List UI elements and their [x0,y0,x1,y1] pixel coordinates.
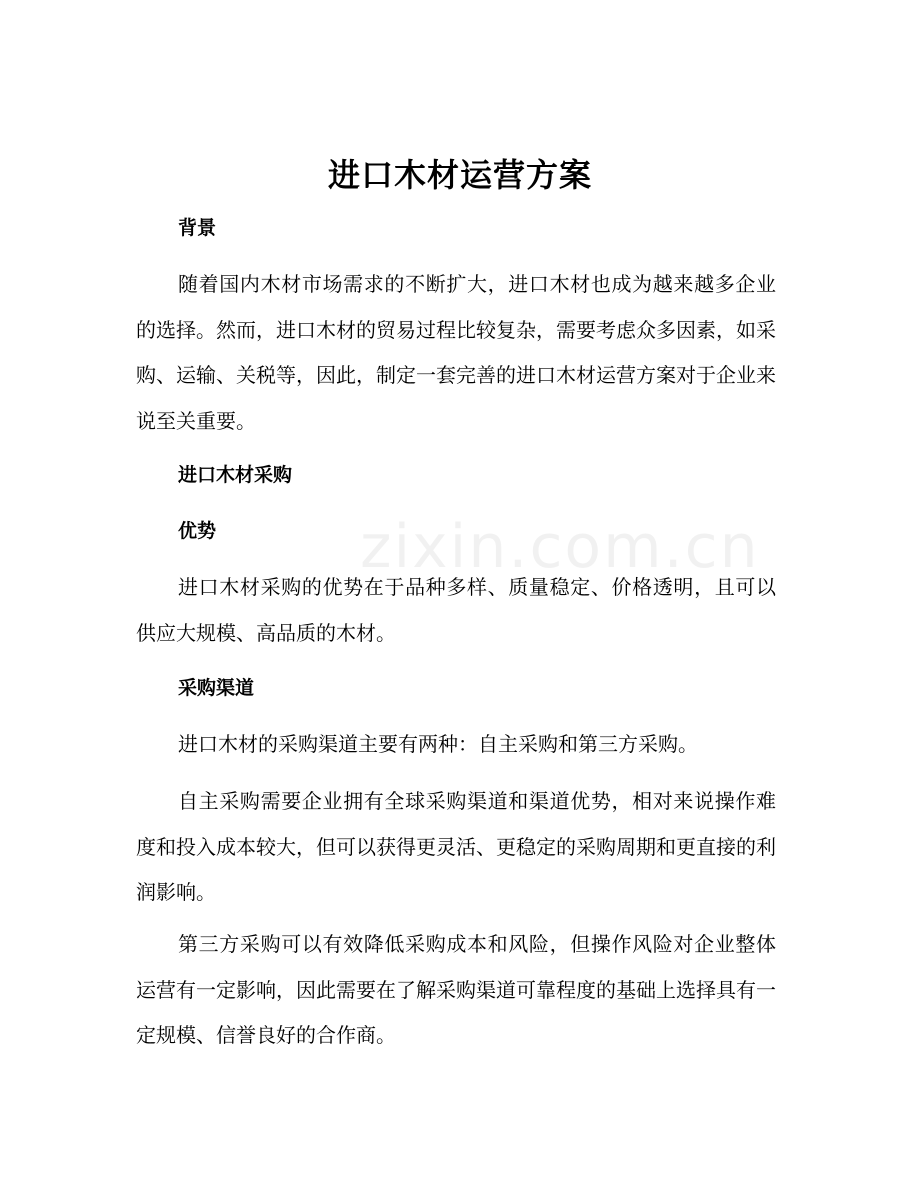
paragraph-advantage: 进口木材采购的优势在于品种多样、质量稳定、价格透明，且可以供应大规模、高品质的木材。 [136,575,776,645]
paragraph-channel-1: 进口木材的采购渠道主要有两种：自主采购和第三方采购。 [178,732,698,756]
paragraph-channel-3: 第三方采购可以有效降低采购成本和风险，但操作风险对企业整体运营有一定影响，因此需要在了解采购渠道可靠程度的基础上选择具有一定规模、信誉良好的合作商。 [136,932,776,1047]
section-heading-advantage: 优势 [178,520,217,542]
paragraph-channel-2: 自主采购需要企业拥有全球采购渠道和渠道优势，相对来说操作难度和投入成本较大，但可以获得更灵活、更稳定的采购周期和更直接的利润影响。 [136,789,776,904]
section-heading-channel: 采购渠道 [178,677,255,699]
section-heading-background: 背景 [178,217,217,239]
page-title: 进口木材运营方案 [327,156,592,194]
watermark: zixin.com.cn [360,512,760,582]
section-heading-procurement: 进口木材采购 [178,464,293,486]
paragraph-background: 随着国内木材市场需求的不断扩大，进口木材也成为越来越多企业的选择。然而，进口木材的贸易过程比较复杂，需要考虑众多因素，如采购、运输、关税等，因此，制定一套完善的进口木材运营方案对于企业来说至关重要。 [136,272,776,433]
